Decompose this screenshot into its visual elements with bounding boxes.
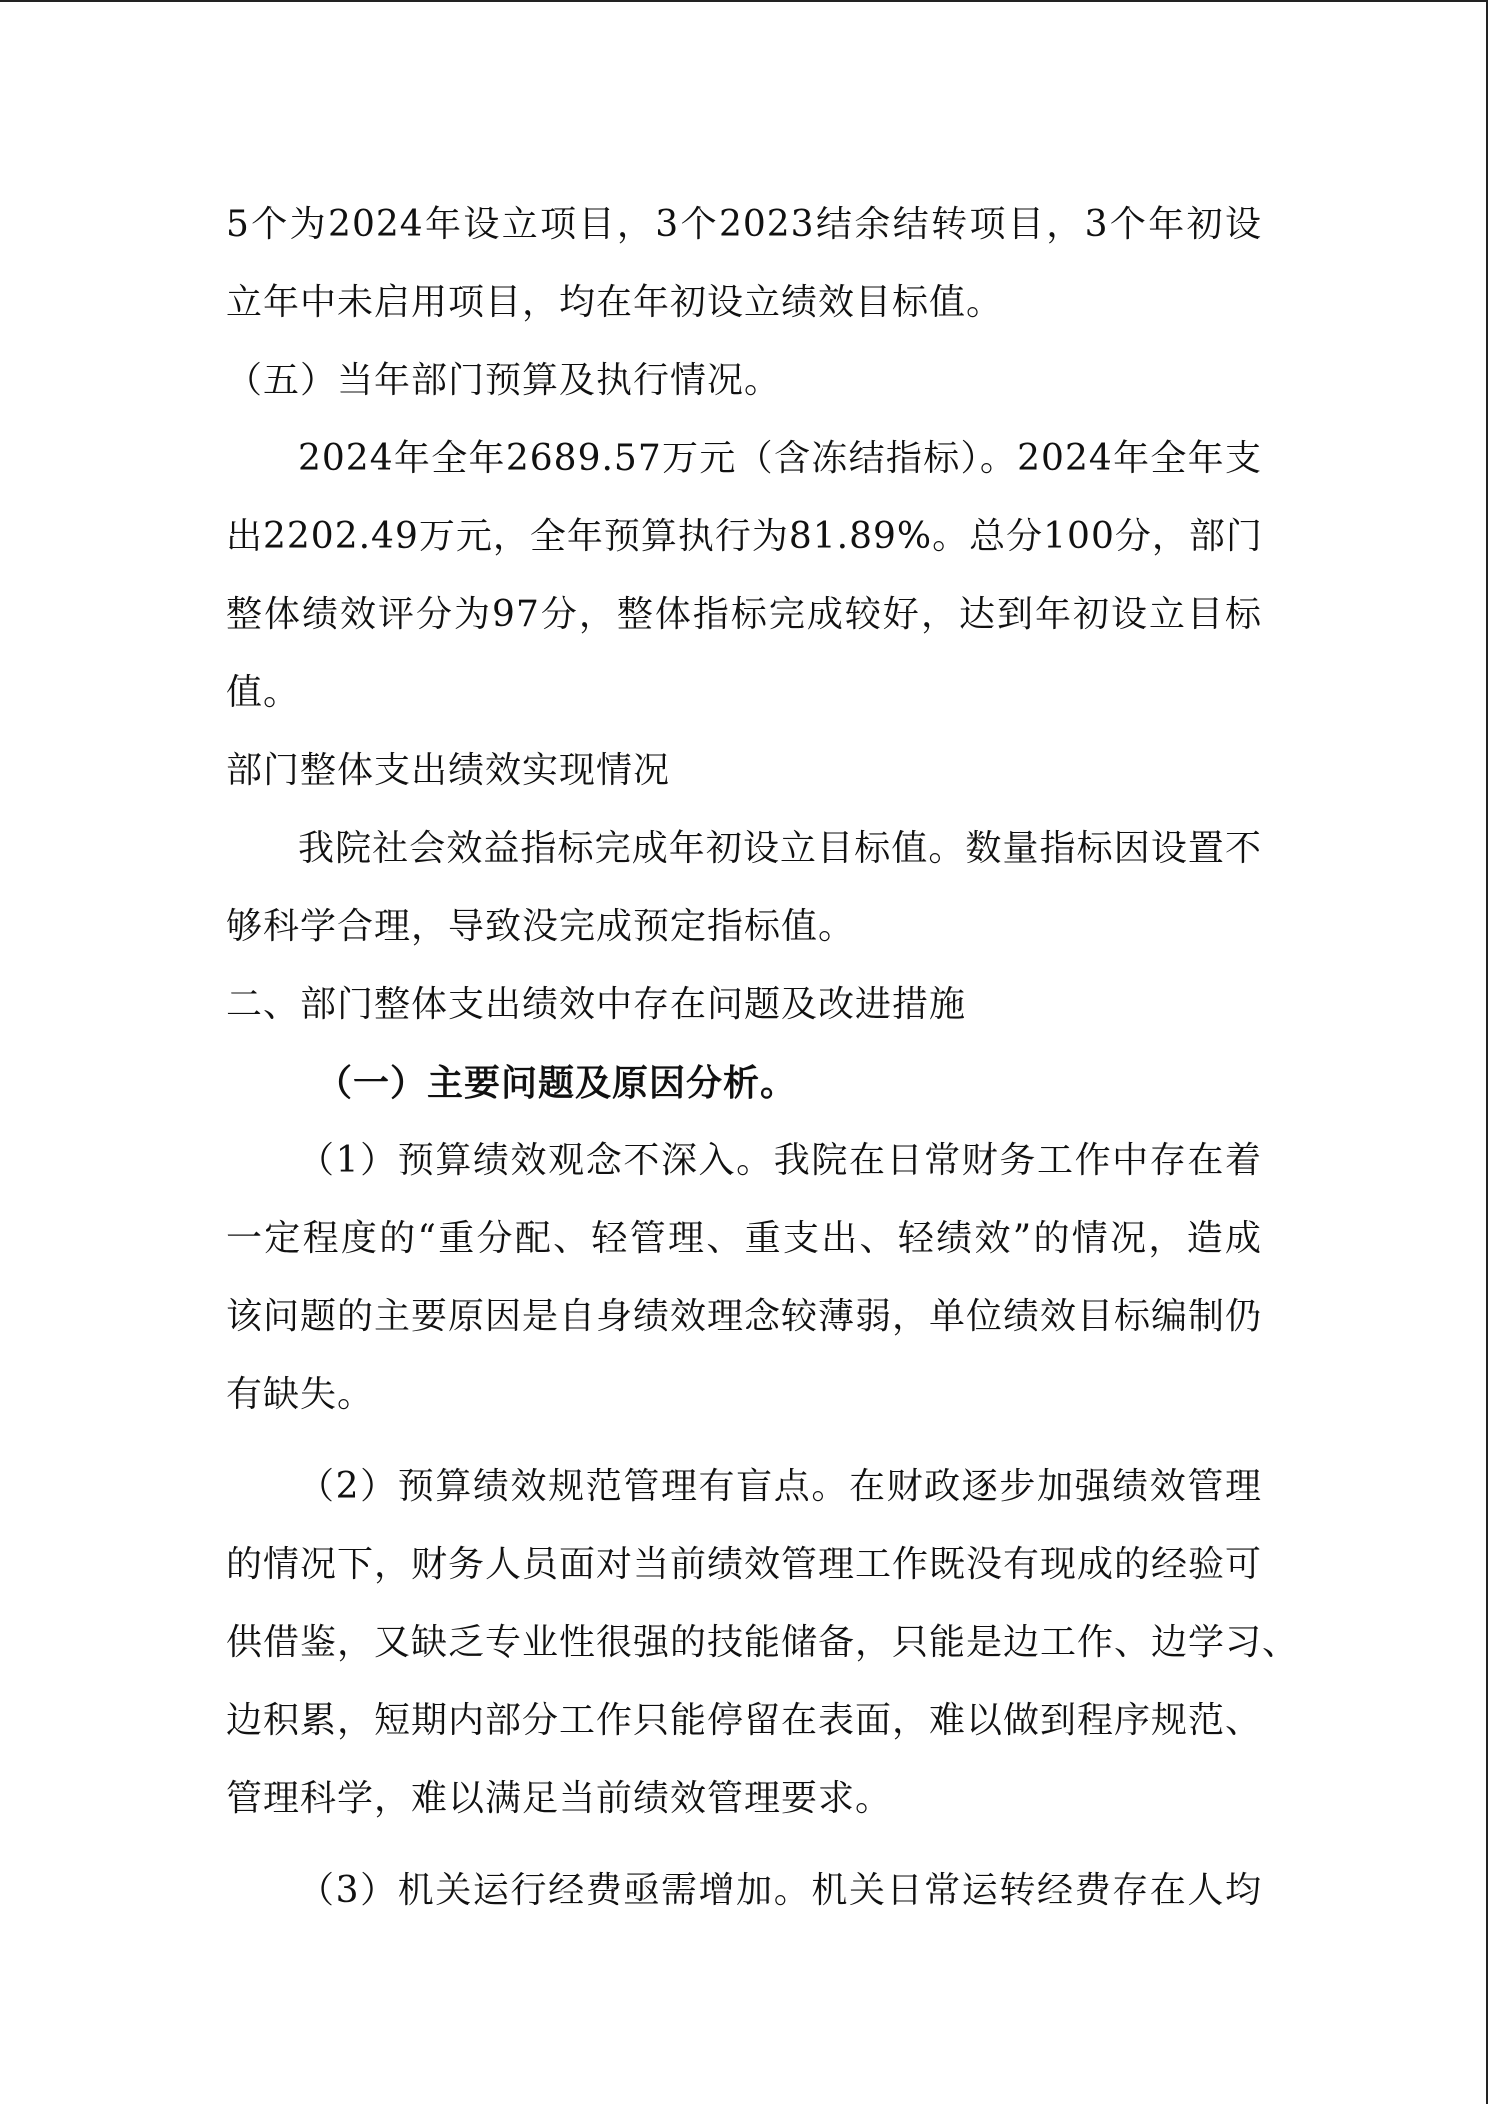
page-border-top [0, 0, 1488, 2]
paragraph-line: 管理科学，难以满足当前绩效管理要求。 [226, 1778, 893, 1819]
paragraph-line: 一定程度的“重分配、轻管理、重支出、轻绩效”的情况，造成 [226, 1218, 1262, 1259]
subsection-heading-1: （一）主要问题及原因分析。 [316, 1062, 798, 1104]
paragraph-line: 出2202.49万元，全年预算执行为81.89%。总分100分，部门 [226, 516, 1263, 557]
paragraph-line: 整体绩效评分为97分，整体指标完成较好，达到年初设立目标 [226, 594, 1262, 635]
paragraph-line: 的情况下，财务人员面对当前绩效管理工作既没有现成的经验可 [226, 1544, 1263, 1585]
paragraph-line: 有缺失。 [226, 1374, 375, 1415]
paragraph-line: 边积累，短期内部分工作只能停留在表面，难以做到程序规范、 [226, 1700, 1263, 1741]
paragraph-line: 值。 [226, 672, 301, 713]
paragraph-line: 我院社会效益指标完成年初设立目标值。数量指标因设置不 [298, 828, 1262, 869]
paragraph-line: 2024年全年2689.57万元（含冻结指标）。2024年全年支 [298, 438, 1262, 479]
section-heading-performance: 部门整体支出绩效实现情况 [226, 750, 671, 791]
paragraph-line: 供借鉴，又缺乏专业性很强的技能储备，只能是边工作、边学习、 [226, 1622, 1300, 1663]
paragraph-line: （2）预算绩效规范管理有盲点。在财政逐步加强绩效管理 [298, 1466, 1262, 1507]
document-body [226, 186, 1300, 1930]
section-heading-5: （五）当年部门预算及执行情况。 [226, 360, 782, 401]
paragraph-line: 该问题的主要原因是自身绩效理念较薄弱，单位绩效目标编制仍 [226, 1296, 1263, 1337]
paragraph-line: 立年中未启用项目，均在年初设立绩效目标值。 [226, 282, 1004, 323]
paragraph-line: 够科学合理，导致没完成预定指标值。 [226, 906, 856, 947]
paragraph-line: （3）机关运行经费亟需增加。机关日常运转经费存在人均 [298, 1870, 1262, 1911]
section-heading-2: 二、部门整体支出绩效中存在问题及改进措施 [226, 984, 967, 1025]
paragraph-line: 5个为2024年设立项目，3个2023结余结转项目，3个年初设 [226, 204, 1262, 245]
paragraph-line: （1）预算绩效观念不深入。我院在日常财务工作中存在着 [298, 1140, 1262, 1181]
